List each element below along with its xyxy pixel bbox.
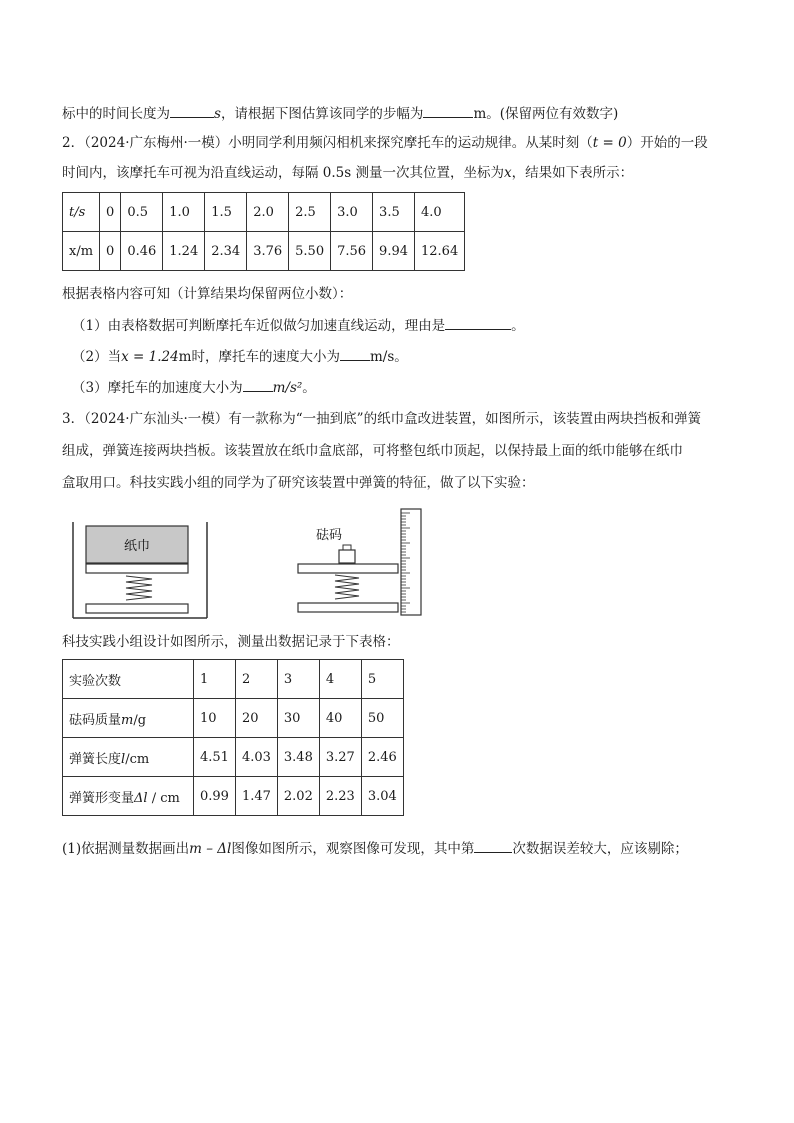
- table-cell: 1.24: [163, 232, 205, 271]
- q2-sub2-text-b: m时，摩托车的速度大小为: [178, 349, 340, 365]
- table-cell: 9.94: [373, 232, 415, 271]
- answer-blank-speed: [340, 346, 370, 361]
- q2-sub-1: [72, 315, 525, 336]
- table-cell: 2.34: [205, 232, 247, 271]
- answer-blank-trial: [474, 838, 512, 853]
- intro-unit-s: s: [214, 106, 221, 122]
- q2-line-2: [62, 163, 633, 183]
- table-cell: 1.47: [235, 777, 277, 816]
- answer-blank-reason: [445, 315, 511, 330]
- table-cell: 3.48: [277, 738, 319, 777]
- table-row: [63, 738, 404, 777]
- label-text: 砝码质量: [69, 712, 122, 728]
- table-cell: 3.27: [319, 738, 361, 777]
- table-cell: 2.23: [319, 777, 361, 816]
- table-row: [63, 660, 404, 699]
- q3-sub1-equation: m – Δl: [189, 841, 232, 857]
- table-cell: [63, 699, 194, 738]
- q2-sub3-text: （3）摩托车的加速度大小为: [72, 380, 243, 396]
- table-row: [63, 193, 465, 232]
- table-cell: 2.46: [361, 738, 403, 777]
- q2-sub3-unit: m/s²: [272, 380, 303, 396]
- label-var: m: [121, 712, 134, 728]
- q2-sub2-equation: x = 1.24: [121, 349, 179, 365]
- spring-icon: [126, 576, 152, 600]
- weight-knob: [343, 545, 351, 550]
- answer-blank-time: [170, 103, 214, 118]
- q2-text-2a: 时间内，该摩托车可视为沿直线运动，每隔 0.5s 测量一次其位置，坐标为: [62, 165, 504, 181]
- label-text: 弹簧形变量: [69, 790, 135, 806]
- q2-sub1-end: 。: [511, 318, 525, 334]
- table-cell: 0.5: [121, 193, 163, 232]
- q3-sub1-text-c: 次数据误差较大，应该剔除；: [512, 841, 688, 857]
- answer-blank-stride: [423, 103, 473, 118]
- q2-text-1: 2．（2024·广东梅州·一模）小明同学利用频闪相机来探究摩托车的运动规律。从某时刻（: [62, 135, 593, 151]
- table-cell: 4.03: [235, 738, 277, 777]
- top-plate: [86, 564, 188, 573]
- table-cell: t/s: [63, 193, 100, 232]
- table-cell: 50: [361, 699, 403, 738]
- q2-text-2b: ，结果如下表所示：: [511, 165, 634, 181]
- q2-sub2-text: （2）当: [72, 349, 122, 365]
- bottom-plate: [298, 603, 398, 612]
- spring-icon: [335, 575, 359, 599]
- table-cell: 0.46: [121, 232, 163, 271]
- table-cell: 3.0: [331, 193, 373, 232]
- answer-blank-acceleration: [243, 377, 273, 392]
- table-cell: 5.50: [289, 232, 331, 271]
- table-cell: 3.5: [373, 193, 415, 232]
- intro-text-2: ，请根据下图估算该同学的步幅为: [220, 106, 424, 122]
- motorcycle-data-table: [62, 192, 465, 271]
- table-cell: [63, 738, 194, 777]
- top-plate: [298, 564, 398, 573]
- label-unit: / cm: [147, 790, 180, 806]
- tissue-box-figure: [70, 520, 210, 620]
- table-cell: 0: [100, 193, 121, 232]
- table-cell: 5: [361, 660, 403, 699]
- q3-sub1-text: (1)依据测量数据画出: [62, 841, 190, 857]
- table-cell: 2.0: [247, 193, 289, 232]
- table-cell: 0: [100, 232, 121, 271]
- q2-t-equation: t = 0: [592, 135, 627, 151]
- q2-sub3-end: 。: [302, 380, 316, 396]
- q3-line-2: 组成，弹簧连接两块挡板。该装置放在纸巾盒底部，可将整包纸巾顶起，以保持最上面的纸巾能够在纸巾: [62, 443, 683, 459]
- table-row: [63, 699, 404, 738]
- tissue-label: 纸巾: [124, 539, 151, 554]
- table-cell: 7.56: [331, 232, 373, 271]
- table-cell: 2: [235, 660, 277, 699]
- intro-text-3: m。(保留两位有效数字): [473, 106, 619, 122]
- table-row: [63, 777, 404, 816]
- table-cell: 30: [277, 699, 319, 738]
- weight-icon: [339, 550, 355, 563]
- table-cell: 1.5: [205, 193, 247, 232]
- table-cell: 实验次数: [63, 660, 194, 699]
- q2-sub1-text: （1）由表格数据可判断摩托车近似做匀加速直线运动，理由是: [72, 318, 446, 334]
- q3-sub1-text-b: 图像如图所示，观察图像可发现，其中第: [231, 841, 475, 857]
- weight-label: 砝码: [316, 528, 343, 543]
- table-cell: 3.76: [247, 232, 289, 271]
- table-cell: 40: [319, 699, 361, 738]
- q2-note: 根据表格内容可知（计算结果均保留两位小数）：: [62, 286, 353, 302]
- q3-sub-1: [62, 838, 688, 859]
- q3-line-3: 盒取用口。科技实践小组的同学为了研究该装置中弹簧的特征，做了以下实验：: [62, 475, 535, 491]
- q2-text-1-end: ）开始的一段: [626, 135, 708, 151]
- q3-line-1: 3．（2024·广东汕头·一模）有一款称为“一抽到底”的纸巾盒改进装置，如图所示，该装置由两块挡板和弹簧: [62, 411, 702, 427]
- table-cell: 20: [235, 699, 277, 738]
- weight-spring-figure: [290, 505, 430, 620]
- table-cell: x/m: [63, 232, 100, 271]
- q3-design-text: 科技实践小组设计如图所示，测量出数据记录于下表格：: [62, 634, 400, 650]
- q2-var-x: x: [503, 165, 512, 181]
- label-unit: /cm: [125, 751, 150, 767]
- label-var: Δl: [134, 790, 148, 806]
- label-unit: /g: [133, 712, 147, 728]
- table-cell: 10: [194, 699, 236, 738]
- table-cell: 1: [194, 660, 236, 699]
- q2-sub-3: [72, 377, 316, 398]
- q2-sub-2: [72, 346, 408, 367]
- table-cell: 4.0: [415, 193, 465, 232]
- spring-data-table: [62, 659, 404, 816]
- label-var: l: [121, 751, 126, 767]
- q2-line-1: [62, 133, 708, 153]
- table-cell: 4.51: [194, 738, 236, 777]
- table-cell: 4: [319, 660, 361, 699]
- bottom-plate: [86, 604, 188, 613]
- table-cell: 2.5: [289, 193, 331, 232]
- table-cell: 3: [277, 660, 319, 699]
- intro-line: [62, 103, 618, 124]
- q2-sub2-unit: m/s。: [369, 349, 408, 365]
- label-text: 弹簧长度: [69, 751, 122, 767]
- table-cell: 0.99: [194, 777, 236, 816]
- intro-text-1: 标中的时间长度为: [62, 106, 170, 122]
- table-cell: 2.02: [277, 777, 319, 816]
- table-cell: 1.0: [163, 193, 205, 232]
- table-cell: [63, 777, 194, 816]
- table-row: [63, 232, 465, 271]
- table-cell: 3.04: [361, 777, 403, 816]
- table-cell: 12.64: [415, 232, 465, 271]
